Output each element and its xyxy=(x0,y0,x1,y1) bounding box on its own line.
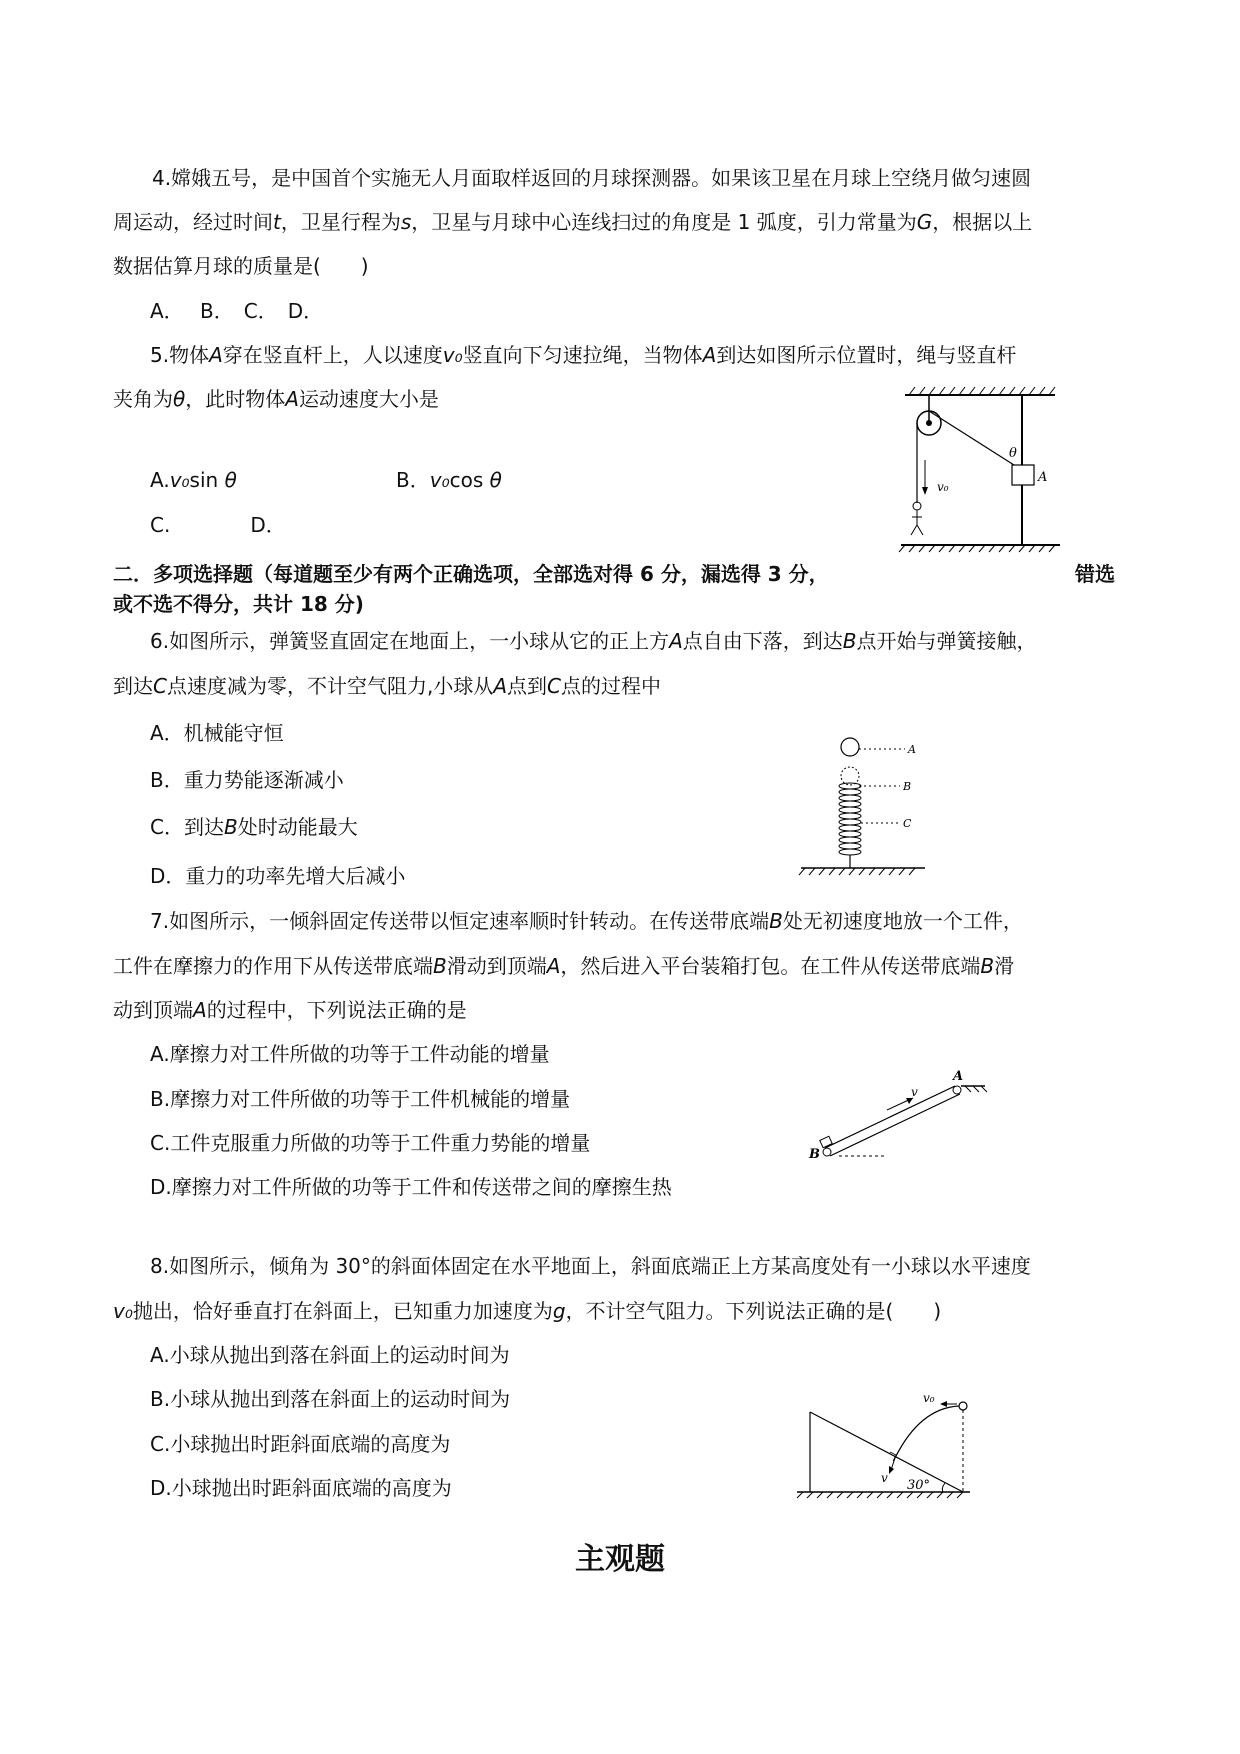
q4-line2: 周运动，经过时间t，卫星行程为s，卫星与月球中心连线扫过的角度是 1 弧度，引力常量为G，根据以上 xyxy=(113,210,1033,234)
q7-v-label: v xyxy=(911,1085,918,1099)
q6-option-c: C．到达B处时动能最大 xyxy=(150,815,358,839)
q5-theta-label: θ xyxy=(1009,446,1017,461)
q7-option-b: B.摩擦力对工件所做的功等于工件机械能的增量 xyxy=(150,1087,571,1111)
q7-option-d: D.摩擦力对工件所做的功等于工件和传送带之间的摩擦生热 xyxy=(150,1175,672,1199)
q8-incline-figure xyxy=(795,1390,985,1505)
q5-a-label: A xyxy=(1038,470,1048,485)
q8-option-b: B.小球从抛出到落在斜面上的运动时间为 xyxy=(150,1387,511,1411)
q8-option-c: C.小球抛出时距斜面底端的高度为 xyxy=(150,1432,451,1456)
subjective-section-title: 主观题 xyxy=(575,1542,665,1577)
q8-v-label: v xyxy=(881,1471,888,1485)
q6-option-b: B．重力势能逐渐减小 xyxy=(150,768,344,792)
section-2-header-line1: 二．多项选择题（每道题至少有两个正确选项，全部选对得 6 分，漏选得 3 分， xyxy=(113,562,829,586)
q7-line1: 7.如图所示，一倾斜固定传送带以恒定速率顺时针转动。在传送带底端B处无初速度地放一个工件， xyxy=(150,909,1023,933)
q5-options-cd: C. D． xyxy=(150,513,286,537)
q7-a-label: A xyxy=(953,1069,964,1084)
q5-line2: 夹角为θ，此时物体A运动速度大小是 xyxy=(113,387,439,411)
q6-b-label: B xyxy=(903,780,912,793)
q8-line2: v₀抛出，恰好垂直打在斜面上，已知重力加速度为g，不计空气阻力。下列说法正确的是( ) xyxy=(113,1299,942,1323)
q4-options: A． B． C． D． xyxy=(150,299,324,323)
q6-c-label: C xyxy=(903,817,912,830)
q5-option-b: B．v₀cos θ xyxy=(396,468,502,492)
q5-pulley-figure xyxy=(895,385,1065,553)
q6-option-d: D．重力的功率先增大后减小 xyxy=(150,864,406,888)
q8-line1: 8.如图所示，倾角为 30°的斜面体固定在水平地面上，斜面底端正上方某高度处有一小球以水平速度 xyxy=(150,1254,1031,1278)
q7-option-c: C.工件克服重力所做的功等于工件重力势能的增量 xyxy=(150,1131,591,1155)
q7-line2: 工件在摩擦力的作用下从传送带底端B滑动到顶端A，然后进入平台装箱打包。在工件从传送带底端B滑 xyxy=(113,954,1015,978)
q8-option-a: A.小球从抛出到落在斜面上的运动时间为 xyxy=(150,1343,510,1367)
q5-option-a: A.v₀sin θ xyxy=(150,468,237,492)
q7-conveyor-figure xyxy=(805,1068,995,1158)
section-2-header-line2: 或不选不得分，共计 18 分) xyxy=(113,592,364,616)
q6-line2: 到达C点速度减为零，不计空气阻力,小球从A点到C点的过程中 xyxy=(113,674,661,698)
q6-option-a: A．机械能守恒 xyxy=(150,721,284,745)
section-2-header-tail: 错选 xyxy=(1075,562,1115,586)
q7-option-a: A.摩擦力对工件所做的功等于工件动能的增量 xyxy=(150,1042,550,1066)
q8-angle-label: 30° xyxy=(907,1478,931,1493)
q6-spring-figure xyxy=(795,733,930,883)
q8-v0-label: v₀ xyxy=(923,1391,935,1405)
q8-option-d: D.小球抛出时距斜面底端的高度为 xyxy=(150,1476,452,1500)
q4-line1: 4.嫦娥五号，是中国首个实施无人月面取样返回的月球探测器。如果该卫星在月球上空绕月做匀速圆 xyxy=(152,166,1032,190)
q7-b-label: B xyxy=(809,1147,820,1158)
q5-line1: 5.物体A穿在竖直杆上，人以速度v₀竖直向下匀速拉绳，当物体A到达如图所示位置时，绳与竖直杆 xyxy=(150,343,1017,367)
q6-a-label: A xyxy=(908,743,916,756)
q7-line3: 动到顶端A的过程中，下列说法正确的是 xyxy=(113,998,467,1022)
q4-line3: 数据估算月球的质量是( ) xyxy=(113,254,369,278)
q6-line1: 6.如图所示，弹簧竖直固定在地面上，一小球从它的正上方A点自由下落，到达B点开始与弹簧接触， xyxy=(150,629,1037,653)
q5-v0-label: v₀ xyxy=(937,480,949,494)
